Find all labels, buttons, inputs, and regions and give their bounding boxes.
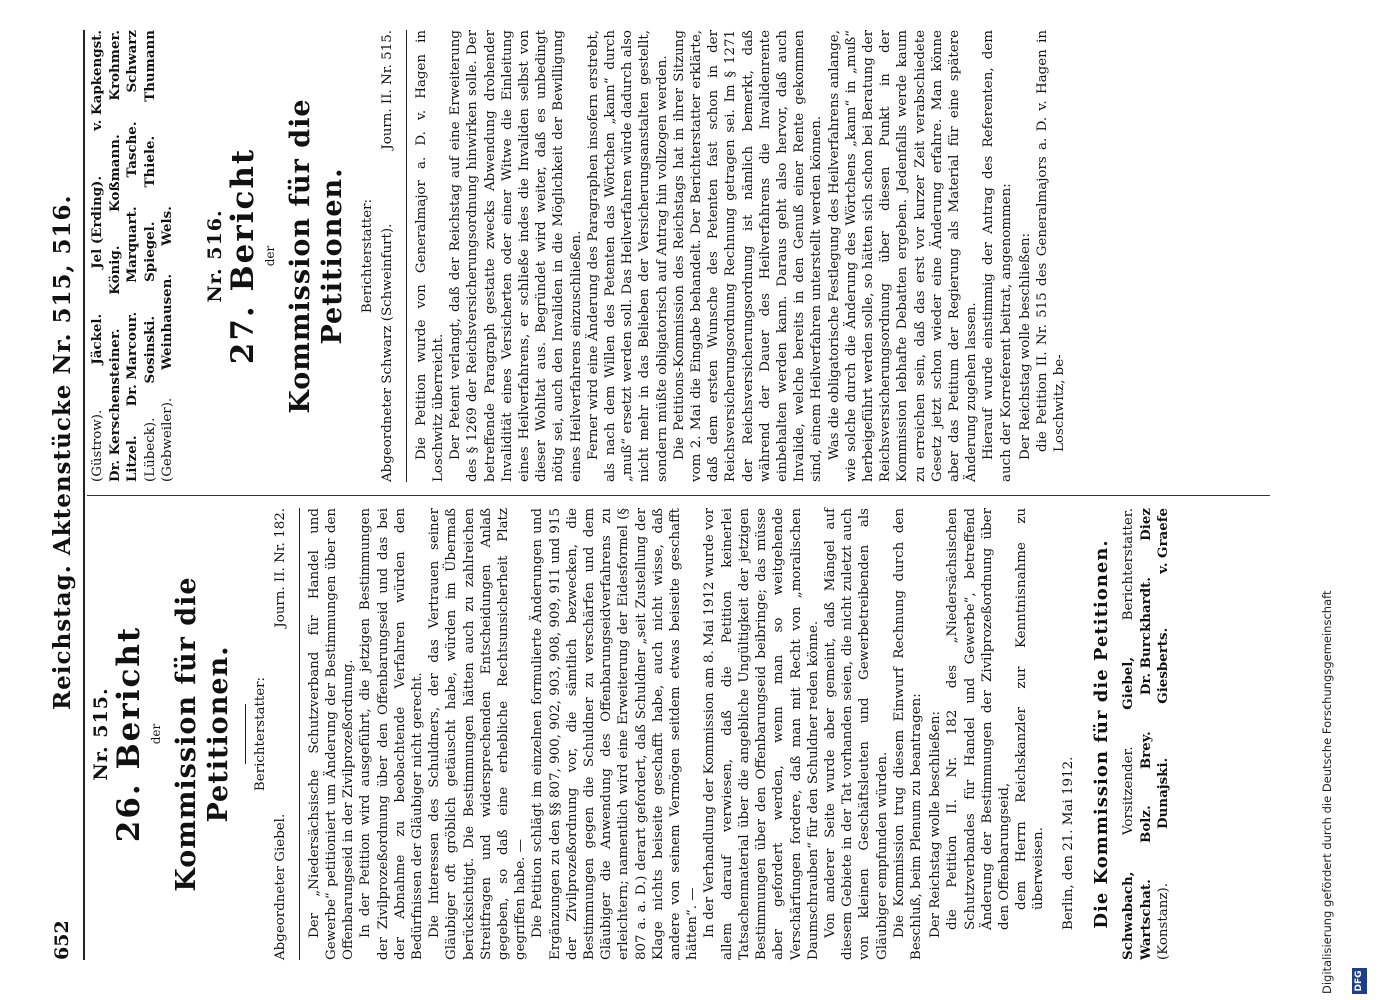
signature-name: Giebel, xyxy=(1119,657,1136,710)
page-header xyxy=(45,30,81,960)
signature-name: (Gebweiler). xyxy=(160,397,176,482)
report-title: 26. Bericht xyxy=(111,625,148,843)
signature-name: v. Graefe xyxy=(1155,508,1172,574)
commission-title: Kommission für die Petitionen. xyxy=(171,576,235,892)
signature-row xyxy=(142,30,160,482)
journal-number: Journ. II. Nr. 182. xyxy=(272,508,288,628)
signature-row xyxy=(89,30,107,482)
paragraph: Von anderer Seite wurde aber gemeint, daß Mängel auf diesem Gebiete in der Tat vorhanden seien, die nicht zuletzt auch von kleinen Geschäftsleuten und Gewerbetreibenden als Gläubiger empfunden würden. xyxy=(822,508,890,960)
signature-commission: Die Kommission für die Petitionen. xyxy=(1090,539,1112,929)
dfg-logo: DFG xyxy=(1352,968,1367,994)
signature-name: Thumann xyxy=(141,30,158,102)
signature-name: Sosinski. xyxy=(141,316,158,384)
signature-name: König. xyxy=(106,245,123,295)
berichterstatter-label: Berichterstatter: xyxy=(253,676,269,792)
commission-title: Kommission für die Petitionen. xyxy=(285,98,349,414)
signature-name: Diez xyxy=(1137,508,1154,541)
digitization-note: Digitalisierung gefördert durch die Deutsche Forschungsgemeinschaft xyxy=(1320,590,1334,994)
reporter-line xyxy=(272,508,289,960)
signature-name: Dunajski. xyxy=(1155,757,1172,829)
signature-row xyxy=(159,30,177,482)
paragraph: Die Petitions-Kommission des Reichstags hat in ihrer Sitzung vom 2. Mai die Eingabe behandelt. Der Berichterstatter erklärte, daß dem ersten Wunsche des Petenten fast schon in der Reichsversicherungsordnung Rechnung getragen sei. Im § 1271 der Reichsversicherungsordnung ist nämlich bemerkt, daß während der Dauer des Heilverfahrens die Invalidenrente einbehalten werden kann. Daraus geht also hervor, daß auch Invalide, welche bereits in den Genuß einer Rente gekommen sind, einem Heilverfahren unterstellt werden können. xyxy=(671,30,825,482)
section-number: Nr. 515. xyxy=(90,687,112,781)
signature-name: Schwabach, xyxy=(1119,871,1136,960)
paragraph: Der „Niedersächsische Schutzverband für Handel und Gewerbe“ petitioniert um Änderung der Bestimmungen über den Offenbarungseid in der Zivilprozeßordnung. xyxy=(306,508,357,960)
paragraph: In der Petition wird ausgeführt, die jetzigen Bestimmungen der Zivilprozeßordnung über den Offenbarungseid und das bei der Abnahme zu beobachtende Verfahren würden den Bedürfnissen der Gläubiger nicht gerecht. xyxy=(358,508,426,960)
paragraph: In der Verhandlung der Kommission am 8. Mai 1912 wurde vor allem darauf verwiesen, daß die Petition keinerlei Tatsachenmaterial über die angebliche Ungültigkeit der jetzigen Bestimmungen über den Offenbarungseid beibringe; das müsse aber gefordert werden, wenn man so weitgehende Verschärfungen fordere, daß man mit Recht von „moralischen Daumschrauben“ für den Schuldner reden könne. xyxy=(702,508,821,960)
signature-row xyxy=(1120,508,1138,960)
resolution-text: die Petition II. Nr. 515 des Generalmajors a. D. v. Hagen in Loschwitz, be- xyxy=(1035,30,1068,452)
signature-name: Marquart. xyxy=(124,206,141,283)
section-rule xyxy=(299,508,300,960)
report-der: der xyxy=(263,245,278,267)
signature-name: (Lübeck). xyxy=(142,417,158,482)
signature-role: Vorsitzender. xyxy=(1120,746,1136,836)
signature-name: Krohmer. xyxy=(106,30,123,101)
column-nr-516 xyxy=(89,30,1069,482)
signature-name: Dr. Kerschensteiner. xyxy=(106,328,123,482)
resolution-intro: Der Reichstag wolle beschließen: xyxy=(928,710,944,938)
running-title: Reichstag. Aktenstücke Nr. 515, 516. xyxy=(49,194,76,710)
paragraph: Die Petition schlägt im einzelnen formulierte Änderungen und Ergänzungen zu den §§ 807, 900, 902, 903, 908, 909, 911 und 915 der Zivilprozeßordnung vor, die sämtlich bezwecken, die Bestimmungen gegen die Schuldner zu verschärfen und dem Gläubiger die Anwendung des Offenbarungseidverfahrens zu erleichtern; namentlich wird eine Erweiterung der Eidesformel (§ 807 a. a. D.) derart gefordert, daß Schuldner „seit Zustellung der Klage nichts beiseite geschafft habe, auch nicht wisse, daß andere von seinem Vermögen seitdem etwas beiseite geschafft hätten“. — xyxy=(530,508,701,960)
paragraph: Ferner wird eine Änderung des Paragraphen insofern erstrebt, als nach dem Willen des Petenten das Wörtchen „kann“ durch „muß“ ersetzt werden soll. Das Heilverfahren würde dadurch also nicht mehr in das Belieben der Versicherungsanstalten gestellt, sondern müßte obligatorisch auf Antrag hin vollzogen werden. xyxy=(585,30,670,482)
signature-name: (Güstrow). xyxy=(90,409,105,482)
signature-name: Schwarz xyxy=(124,30,141,93)
signature-block-continued xyxy=(89,30,177,482)
short-rule xyxy=(245,704,246,764)
paragraph: Die Kommission trug diesem Einwurf Rechnung durch den Beschluß, beim Plenum zu beantragen: xyxy=(891,508,924,960)
signature-name: Wels. xyxy=(159,206,176,246)
signature-name: v. Kapkengst. xyxy=(89,30,105,131)
paragraph: Hierauf wurde einstimmig der Antrag des Referenten, dem auch der Korreferent beitrat, angenommen: xyxy=(981,30,1014,482)
resolution-text-end: dem Herrn Reichskanzler zur Kenntnisnahme zu überweisen. xyxy=(1014,508,1047,910)
resolution-text: die Petition II. Nr. 182 des „Niedersächsischen Schutzverbandes für Handel und Gewerbe“, betreffend Änderung der Bestimmungen der Zivilprozeßordnung über den Offenbarungseid, xyxy=(945,508,1012,930)
paragraph: Die Interessen des Schuldners, der das Vertrauen seiner Gläubiger oft gröblich getäuscht habe, würden im Übermaß berücksichtigt. Die Bestimmungen hätten auch zu zahlreichen Streitfragen und widersprechenden Entscheidungen Anlaß gegeben, so daß eine erhebliche Rechtsunsicherheit Platz gegriffen habe. — xyxy=(427,508,529,960)
signature-name: Bolz. xyxy=(1137,805,1154,843)
reporter-name: Abgeordneter Schwarz (Schweinfurt). xyxy=(379,223,395,482)
signature-name: Thiele. xyxy=(141,135,158,188)
signature-name: Tasche. xyxy=(124,121,141,178)
section-number: Nr. 516. xyxy=(203,209,226,303)
signature-name: Jel (Erding). xyxy=(89,175,105,269)
reporter-line xyxy=(379,30,396,482)
column-nr-515 xyxy=(89,508,1173,960)
resolution-intro: Der Reichstag wolle beschließen: xyxy=(1017,232,1033,460)
reporter-name: Abgeordneter Giebel. xyxy=(272,813,288,960)
signature-name: Jäckel. xyxy=(89,313,105,365)
document-page xyxy=(45,30,1270,960)
signature-name: Koßmann. xyxy=(106,134,123,212)
paragraph: Was die obligatorische Festlegung des Heilverfahrens anlange, wie solche durch die Änderung des Wörtchens „kann“ in „muß“ herbeigeführt werden solle, so hätten sich schon bei Beratung der Reichsversicherungsordnung über diesen Punkt in der Kommission lebhafte Debatten ergeben. Jedenfalls werde kaum zu erreichen sein, daß das erst vor kurzer Zeit verabschiedete Gesetz jetzt schon wieder eine Änderung erfahre. Man könne aber das Petitum der Regierung als Material für eine spätere Änderung zugehen lassen. xyxy=(826,30,980,482)
signature-row xyxy=(124,30,142,482)
report-title: 27. Bericht xyxy=(225,147,262,365)
signature-name: Spiegel. xyxy=(141,221,158,282)
signature-name: Brey. xyxy=(1137,731,1154,770)
signature-row xyxy=(1155,508,1173,960)
report-der: der xyxy=(149,723,164,745)
signature-row xyxy=(107,30,125,482)
paragraph: Der Petent verlangt, daß der Reichstag auf eine Erweiterung des § 1269 der Reichsversicherungsordnung hinwirken solle. Der betreffende Paragraph gestatte zwecks Abwendung drohender Invalidität eines Versicherten oder einer Witwe die Einleitung eines Heilverfahrens, er schließe indes die Invaliden selbst von dieser Wohltat aus. Begründet wird weiter, daß es unbedingt nötig sei, auch den Invaliden in die Möglichkeit der Bewilligung eines Heilverfahrens einzuschließen. xyxy=(448,30,584,482)
section-rule xyxy=(406,30,407,482)
signature-name: Weinhausen. xyxy=(159,273,176,370)
page-number: 652 xyxy=(51,920,73,960)
signature-name: Giesberts. xyxy=(1155,627,1172,704)
signature-name: Litzel. xyxy=(124,435,141,482)
signature-name: Wartschat. xyxy=(1137,879,1154,960)
column-divider xyxy=(87,495,1270,496)
signature-name: (Konstanz). xyxy=(1156,883,1172,960)
header-rule xyxy=(83,30,85,960)
signature-block xyxy=(1120,508,1173,960)
paragraph: Die Petition wurde von Generalmajor a. D. v. Hagen in Loschwitz überreicht. xyxy=(413,30,446,482)
signature-name: Dr. Marcour. xyxy=(124,311,141,407)
berichterstatter-label: Berichterstatter: xyxy=(360,198,376,314)
journal-number: Journ. II. Nr. 515. xyxy=(379,30,395,150)
signature-role: Berichterstatter. xyxy=(1120,508,1136,621)
signature-row xyxy=(1138,508,1156,960)
report-date: Berlin, den 21. Mai 1912. xyxy=(1060,756,1076,930)
signature-name: Dr. Burckhardt. xyxy=(1137,577,1154,696)
